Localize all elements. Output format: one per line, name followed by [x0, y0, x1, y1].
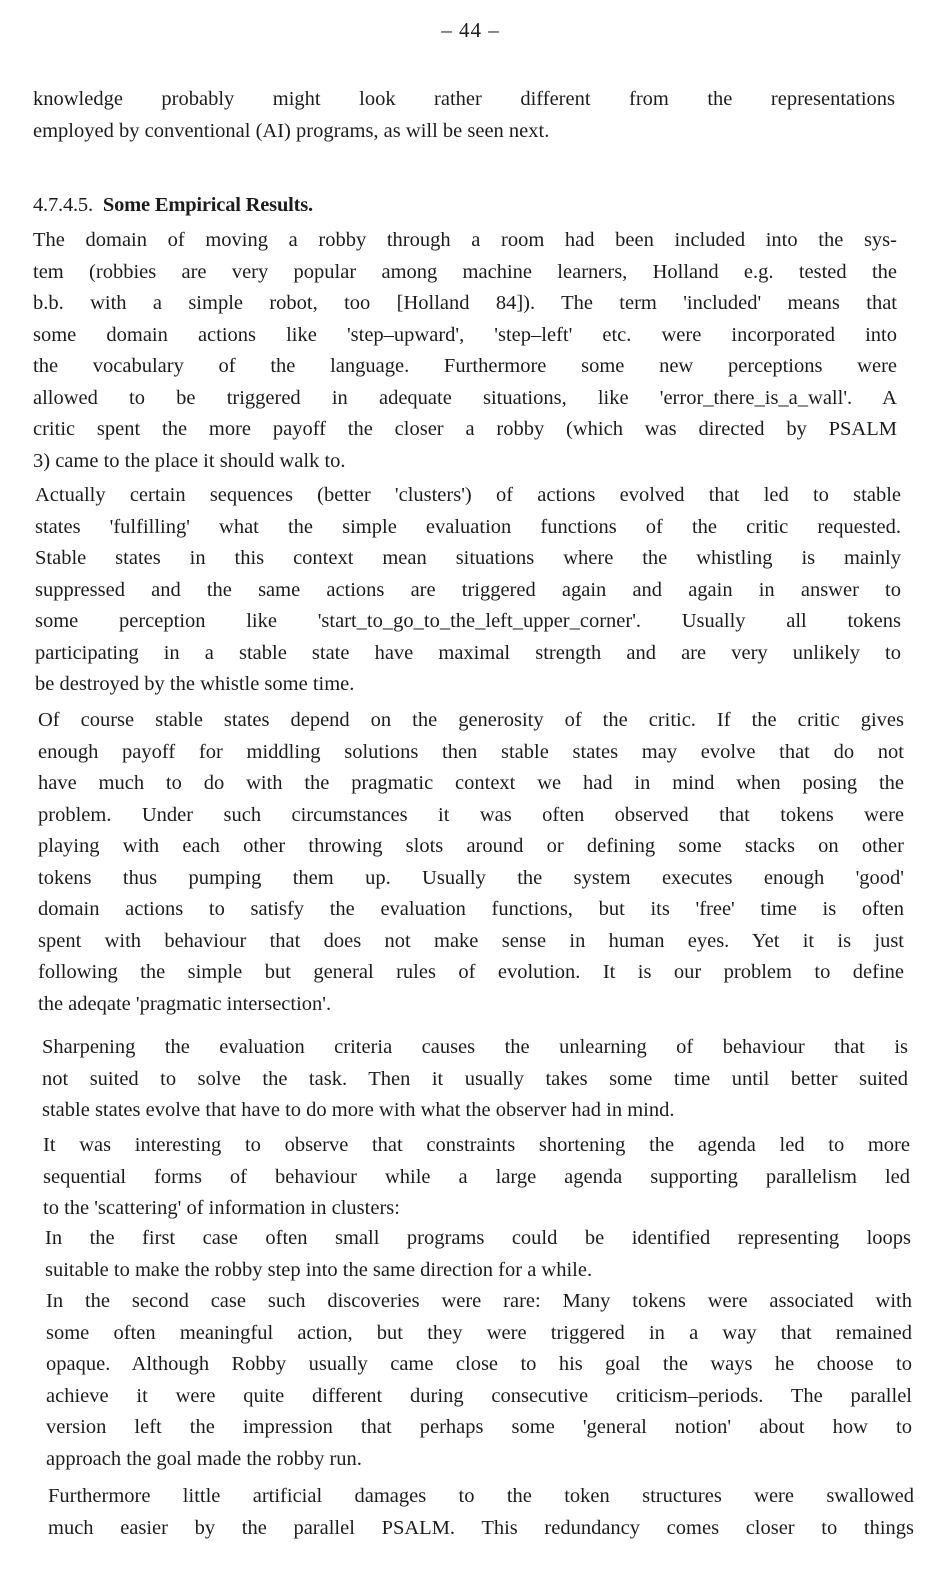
text-line: the vocabulary of the language. Furthermore some new perceptions were [33, 355, 897, 377]
text-line: the adeqate 'pragmatic intersection'. [38, 992, 332, 1015]
text-line: be destroyed by the whistle some time. [35, 673, 355, 695]
text-line: b.b. with a simple robot, too [Holland 84]). The term 'included' means that [33, 292, 897, 314]
text-line: states 'fulfilling' what the simple evaluation functions of the critic requested. [35, 515, 901, 538]
text-line: Of course stable states depend on the generosity of the critic. If the critic gives [38, 709, 904, 731]
text-line: participating in a stable state have maximal strength and are very unlikely to [35, 641, 901, 664]
text-line: In the first case often small programs could be identified representing loops [45, 1227, 911, 1249]
text-line: problem. Under such circumstances it was often observed that tokens were [38, 803, 904, 826]
text-line: tem (robbies are very popular among machine learners, Holland e.g. tested the [33, 260, 897, 283]
paragraph [42, 1032, 908, 1127]
text-line: approach the goal made the robby run. [46, 1447, 362, 1470]
text-line: allowed to be triggered in adequate situations, like 'error_there_is_a_wall'. A [33, 386, 897, 409]
text-line: achieve it were quite different during consecutive criticism–periods. The parallel [46, 1384, 912, 1407]
text-line: suitable to make the robby step into the same direction for a while. [45, 1258, 593, 1281]
paragraph [38, 705, 904, 1020]
text-line: In the second case such discoveries were rare: Many tokens were associated with [46, 1290, 912, 1312]
text-line: some domain actions like 'step–upward', 'step–left' etc. were incorporated into [33, 323, 897, 346]
text-line: some often meaningful action, but they were triggered in a way that remained [46, 1321, 912, 1344]
text-line: much easier by the parallel PSALM. This redundancy comes closer to things [48, 1516, 914, 1539]
text-line: to the 'scattering' of information in clusters: [43, 1197, 400, 1219]
text-line: It was interesting to observe that constraints shortening the agenda led to more [43, 1134, 910, 1156]
text-line: tokens thus pumping them up. Usually the system executes enough 'good' [38, 866, 904, 889]
section-title: Some Empirical Results. [102, 194, 313, 216]
paragraph [48, 1481, 914, 1544]
text-line: not suited to solve the task. Then it usually takes some time until better suited [42, 1067, 908, 1090]
section-heading [33, 194, 313, 217]
text-line: 3) came to the place it should walk to. [33, 449, 346, 472]
paragraph [35, 480, 901, 701]
text-line: version left the impression that perhaps some 'general notion' about how to [46, 1416, 912, 1438]
text-line: have much to do with the pragmatic context we had in mind when posing the [38, 772, 904, 794]
text-line: The domain of moving a robby through a room had been included into the sys- [33, 229, 897, 251]
paragraph [43, 1130, 910, 1225]
intro-paragraph [33, 84, 895, 147]
text-line: domain actions to satisfy the evaluation functions, but its 'free' time is often [38, 898, 904, 920]
text-line: playing with each other throwing slots around or defining some stacks on other [38, 835, 904, 857]
text-line: employed by conventional (AI) programs, as will be seen next. [33, 119, 550, 142]
text-line: Stable states in this context mean situations where the whistling is mainly [35, 547, 901, 569]
paragraph [46, 1286, 912, 1475]
text-line: some perception like 'start_to_go_to_the_left_upper_corner'. Usually all tokens [35, 610, 901, 632]
text-line: following the simple but general rules of evolution. It is our problem to define [38, 961, 904, 983]
text-line: Furthermore little artificial damages to the token structures were swallowed [48, 1485, 914, 1507]
text-line: suppressed and the same actions are triggered again and again in answer to [35, 578, 901, 601]
text-line: sequential forms of behaviour while a large agenda supporting parallelism led [43, 1165, 910, 1188]
paragraph [33, 225, 897, 477]
section-number: 4.7.4.5. [33, 194, 93, 216]
text-line: Actually certain sequences (better 'clusters') of actions evolved that led to stable [35, 484, 901, 506]
text-line: knowledge probably might look rather different from the representations [33, 88, 895, 110]
text-line: spent with behaviour that does not make sense in human eyes. Yet it is just [38, 929, 904, 952]
text-line: enough payoff for middling solutions then stable states may evolve that do not [38, 740, 904, 763]
text-line: Sharpening the evaluation criteria causes the unlearning of behaviour that is [42, 1036, 908, 1058]
page-number: – 44 – [441, 18, 500, 42]
text-line: stable states evolve that have to do more with what the observer had in mind. [42, 1099, 675, 1121]
paragraph [45, 1223, 911, 1286]
text-line: opaque. Although Robby usually came close to his goal the ways he choose to [46, 1353, 912, 1375]
text-line: critic spent the more payoff the closer a robby (which was directed by PSALM [33, 418, 897, 440]
